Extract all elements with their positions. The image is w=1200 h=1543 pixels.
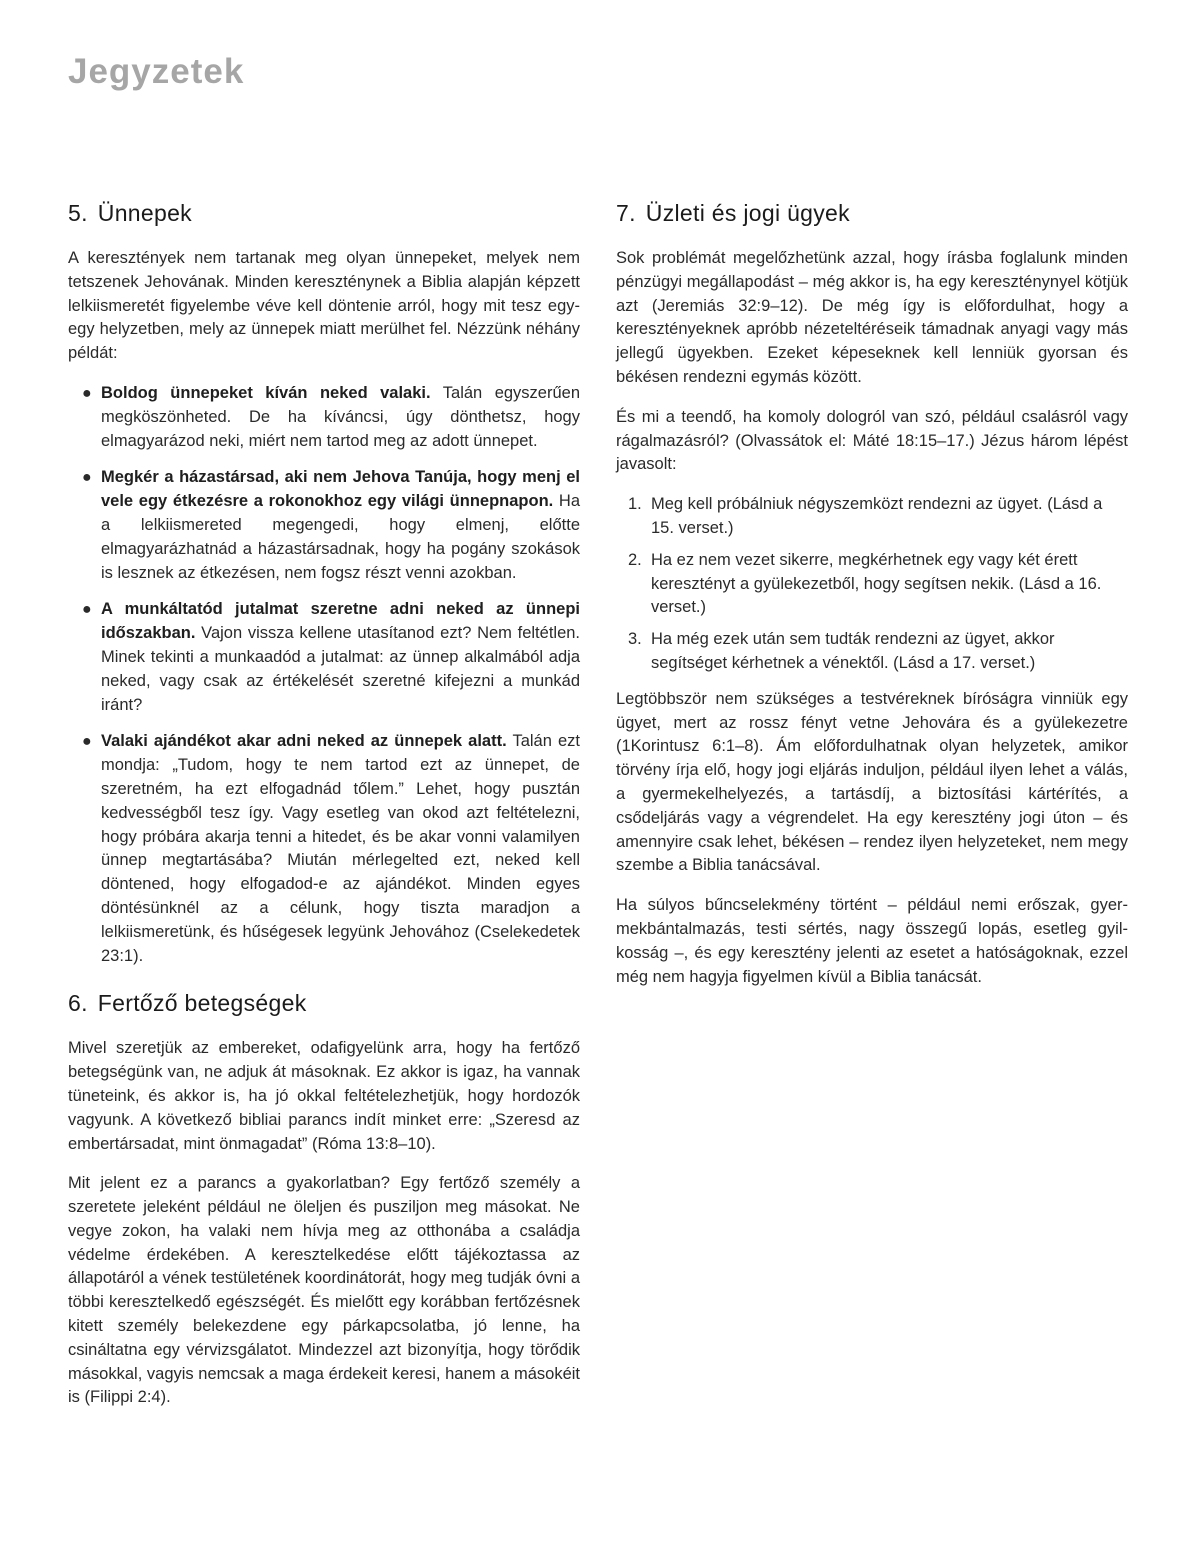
paragraph: Mivel szeretjük az embereket, odafigyelünk arra, hogy ha fertőző betegségünk van, ne adjuk át másoknak. Ez akkor is igaz, ha vannak tüneteink, és akkor is, ha jó okkal feltételezhetjük, hogy hordozók vagyunk. A következő bibliai parancs indít minket erre: „Szeresd az embertársadat, mint önmagadat” (Róma 13:8–10). (68, 1039, 580, 1153)
step-number: 3. (628, 630, 642, 649)
example-list (68, 382, 580, 968)
paragraph: Sok problémát megelőzhetünk azzal, hogy írásba foglalunk minden pénzügyi megállapodást – még akkor is, ha egy kereszténynyel kötjük azt (Jeremiás 32:9–12). De még így is előfordulhat, hogy a keresztényeknek apróbb nézeteltéréseik támadnak anyagi vagy más jellegű ügyekben. Ezeket képeseknek kell lenniük gyorsan és békésen rendezni egymás között. (616, 249, 1128, 386)
section-heading (68, 990, 580, 1017)
section-title: Fertőző betegségek (97, 990, 307, 1017)
right-column (616, 200, 1128, 1005)
step-text: Meg kell próbálniuk négyszemközt rendezni az ügyet. (Lásd a 15. verset.) (651, 495, 1103, 537)
step-text: Ha ez nem vezet sikerre, megkérhetnek egy vagy két érett keresztényt a gyülekezetből, hogy segítsen nekik. (Lásd a 16. verset.) (651, 550, 1102, 617)
step-number: 1. (628, 495, 642, 514)
list-item (68, 730, 580, 968)
bullet-icon: ● (82, 384, 92, 402)
step-item (616, 493, 1128, 541)
step-number: 2. (628, 550, 642, 569)
section-heading (616, 200, 1128, 227)
section-business-legal (616, 200, 1128, 989)
list-item-text: Talán ezt mondja: „Tudom, hogy te nem tartod ezt az ünnepet, de szeretném, ha ezt elfogadnád tőlem.” Lehet, hogy pusztán kedvességből tesz így. Vagy esetleg van okod azt feltételezni, hogy próbára akarja tenni a hitedet, és be akar vonni valamilyen ünnep megtartásába? Miután mérlegelted ezt, neked kell döntened, hogy elfogadod-e az ajándékot. Minden egyes döntésünknél az a célunk, hogy tiszta maradjon a lelkiismeretünk, és hűségesek legyünk Jehovához (Cselekedetek 23:1). (101, 732, 580, 965)
section-holidays (68, 200, 580, 968)
paragraph: Mit jelent ez a parancs a gyakorlatban? Egy fertőző személy a szeretete jeleként például ne öleljen és pusziljon meg másokat. Ne vegye zokon, ha valaki nem hívja meg az otthonába a családja védelme érdekében. A keresztelkedése előtt tájékoztassa az állapotáról a vének testületének koordinátorát, hogy meg tudják óvni a többi keresztelkedő egészségét. És mielőtt egy korábban fertőzésnek kitett személy belekezdene egy párkapcsolatba, jó lenne, ha csináltatna egy vérvizsgálatot. Mindezzel azt bizonyítja, hogy törődik másokkal, vagyis nemcsak a maga érdekeit keresi, hanem a másokéit is (Filippi 2:4). (68, 1174, 580, 1407)
section-title: Üzleti és jogi ügyek (645, 200, 850, 226)
section-intro: A keresztények nem tartanak meg olyan ünnepeket, melyek nem tetszenek Jehovának. Minden kereszténynek a Biblia alapján képzett lelkiismeretét figyelembe véve kell döntenie arról, hogy mit tesz egy-egy helyzetben, mely az ünnepek miatt merülhet fel. Nézzünk néhány példát: (68, 249, 580, 363)
bullet-icon: ● (82, 469, 92, 487)
step-item (616, 549, 1128, 620)
section-number: 7. (616, 200, 636, 226)
section-number: 6. (68, 990, 88, 1017)
step-text: Ha még ezek után sem tudták rendezni az ügyet, akkor segítséget kérhetnek a vénektől. (Lásd a 17. verset.) (651, 630, 1055, 672)
section-infectious-diseases (68, 990, 580, 1410)
list-item-text: Vajon vissza kellene utasítanod ezt? Nem feltétlen. Minek tekinti a munkaadód a jutalmat: az ünnep alkalmából adja neked, vagy csak az értékelését szeretné kifejezni a munkád iránt? (101, 624, 580, 714)
left-column (68, 200, 580, 1426)
list-item (68, 466, 580, 585)
section-number: 5. (68, 200, 88, 226)
page-title: Jegyzetek (68, 52, 245, 91)
list-item-lead: Valaki ajándékot akar adni neked az ünnepek alatt. (101, 732, 507, 751)
bullet-icon: ● (82, 733, 92, 751)
step-item (616, 628, 1128, 676)
list-item-lead: A munkáltatód jutalmat szeretne adni neked az ünnepi időszakban. (101, 600, 580, 643)
list-item-lead: Megkér a házastársad, aki nem Jehova Tanúja, hogy menj el vele egy étkezésre a rokonokhoz egy világi ünnepnapon. (101, 468, 580, 511)
list-item (68, 598, 580, 717)
steps-list (616, 493, 1128, 676)
paragraph: És mi a teendő, ha komoly dologról van szó, például csalásról vagy rágalmazásról? (Olvassátok el: Máté 18:15–17.) Jézus három lépést javasolt: (616, 407, 1128, 474)
section-title: Ünnepek (97, 200, 192, 226)
section-heading (68, 200, 580, 227)
list-item-text: Ha a lelkiismereted megengedi, hogy elmenj, előtte elmagyarázhatnád a házastársadnak, hogy ha pogány szokások is lesznek az étkezésen, nem fogsz részt venni azokban. (101, 492, 581, 582)
bullet-icon: ● (82, 601, 92, 619)
list-item-lead: Boldog ünnepeket kíván neked valaki. (101, 383, 431, 402)
paragraph: Legtöbbször nem szükséges a testvéreknek bíróságra vinniük egy ügyet, mert az rossz fényt vetne Jehovára és a gyülekezetre (1Korintusz 6:1–8). Ám előfordulhatnak olyan helyzetek, amikor törvény írja elő, hogy jogi eljárás induljon, például ilyen lehet a válás, a gyermekelhelyezés, a tartásdíj, a biztosítási kártérítés, a csődeljárás vagy a végrendelet. Ha egy keresztény jogi úton – és amennyire csak lehet, békésen – rendez ilyen helyzeteket, nem megy szembe a Biblia tanácsával. (616, 689, 1128, 875)
list-item-text: Talán egyszerűen megköszönheted. De ha kíváncsi, úgy dönthetsz, hogy elmagyarázod neki, miért nem tartod meg az adott ünnepet. (101, 383, 580, 450)
list-item (68, 382, 580, 453)
paragraph: Ha súlyos bűncselekmény történt – például nemi erőszak, gyermekbántalmazás, testi sértés, nagy összegű lopás, esetleg gyilkosság –, és egy keresztény jelenti az esetet a hatóságoknak, ezzel még nem hagyja figyelmen kívül a Biblia tanácsát. (616, 896, 1128, 986)
